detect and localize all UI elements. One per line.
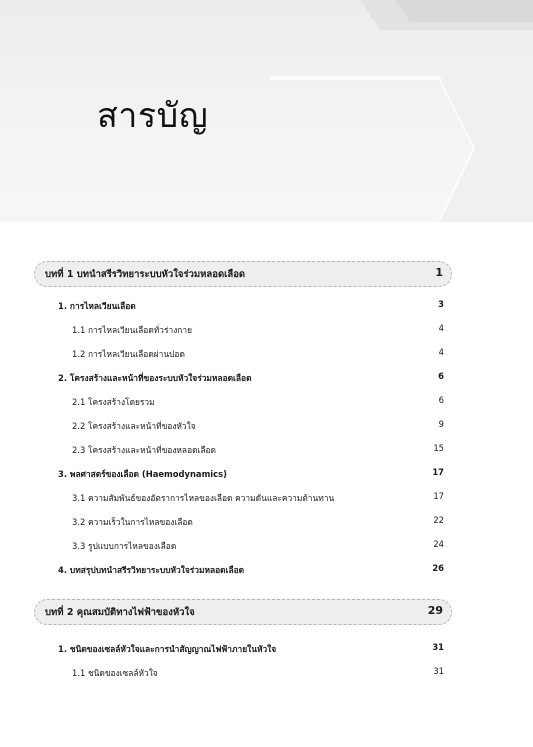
toc-entry[interactable] [58,467,444,481]
entry-page: 31 [433,666,444,676]
toc-entry[interactable] [72,491,444,505]
entry-label: 2. โครงสร้างและหน้าที่ของระบบหัวใจร่วมหลอดเลือด [58,373,252,383]
toc-entry[interactable] [58,642,444,656]
toc-entry[interactable] [72,347,444,361]
entry-label: 3.3 รูปแบบการไหลของเลือด [72,541,177,551]
entry-label: 3. พลศาสตร์ของเลือด (Haemodynamics) [58,469,227,479]
toc-entry[interactable] [72,515,444,529]
entry-label: 1.1 การไหลเวียนเลือดทั่วร่างกาย [72,325,192,335]
entry-label: 3.1 ความสัมพันธ์ของอัตราการไหลของเลือด ความดันและความต้านทาน [72,493,335,503]
entry-page: 4 [438,347,444,357]
entry-label: 1. การไหลเวียนเลือด [58,301,136,311]
entry-page: 6 [438,371,444,381]
entry-label: 2.3 โครงสร้างและหน้าที่ของหลอดเลือด [72,445,216,455]
page-title: สารบัญ [97,96,209,136]
entry-page: 31 [432,642,444,652]
toc-entry[interactable] [72,419,444,433]
toc-entry[interactable] [58,299,444,313]
toc-entry[interactable] [72,323,444,337]
chapter-page: 29 [427,604,443,617]
entry-page: 22 [433,515,444,525]
toc-entry[interactable] [58,371,444,385]
toc-entry[interactable] [58,563,444,577]
entry-label: 1.2 การไหลเวียนเลือดผ่านปอด [72,349,185,359]
toc-entry[interactable] [72,443,444,457]
entry-label: 2.2 โครงสร้างและหน้าที่ของหัวใจ [72,421,196,431]
chapter-title: บทที่ 2 คุณสมบัติทางไฟฟ้าของหัวใจ [45,607,195,618]
chapter-title: บทที่ 1 บทนำสรีรวิทยาระบบหัวใจร่วมหลอดเลือด [45,269,246,280]
chapter-header[interactable] [34,261,452,287]
entry-label: 4. บทสรุปบทนำสรีรวิทยาระบบหัวใจร่วมหลอดเลือด [58,565,245,575]
entry-page: 9 [438,419,444,429]
entry-page: 6 [438,395,444,405]
entry-label: 1.1 ชนิดของเซลล์หัวใจ [72,668,158,678]
entry-label: 2.1 โครงสร้างโดยรวม [72,397,155,407]
header-banner [0,0,533,222]
entry-page: 17 [432,467,444,477]
chapter-page: 1 [435,266,443,279]
toc-entry[interactable] [72,539,444,553]
toc-entry[interactable] [72,666,444,680]
entry-page: 17 [433,491,444,501]
entry-label: 1. ชนิดของเซลล์หัวใจและการนำสัญญาณไฟฟ้าภายในหัวใจ [58,644,277,654]
chapter-header[interactable] [34,599,452,625]
entry-label: 3.2 ความเร็วในการไหลของเลือด [72,517,193,527]
entry-page: 4 [438,323,444,333]
entry-page: 24 [433,539,444,549]
decorative-shapes [0,0,533,222]
toc-entry[interactable] [72,395,444,409]
entry-page: 3 [438,299,444,309]
entry-page: 15 [433,443,444,453]
entry-page: 26 [432,563,444,573]
